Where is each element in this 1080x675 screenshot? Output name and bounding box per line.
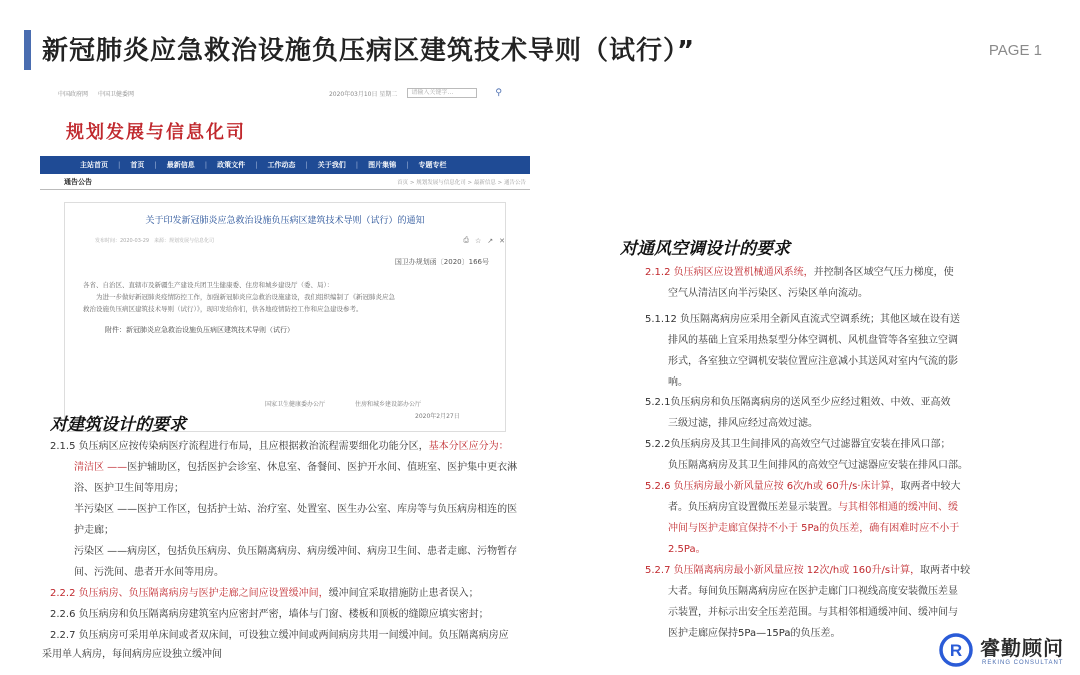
hvac-line: 5.2.2负压病房及其卫生间排风的高效空气过滤器宜安装在排风口部； — [645, 439, 951, 450]
building-line: 2.2.6 负压病房和负压隔离病房建筑室内应密封严密，墙体与门窗、楼板和顶板的缝隙应填实密封； — [50, 609, 489, 620]
hvac-line: 2.1.2 负压病区应设置机械通风系统，并控制各区域空气压力梯度，使 — [645, 267, 954, 278]
webpage-screenshot — [40, 86, 530, 420]
building-line: 污染区 ——病房区，包括负压病房、负压隔离病房、病房缓冲间、病房卫生间、患者走廊、污物暂存 — [74, 546, 518, 557]
logo-name-en: REKING CONSULTANT — [982, 660, 1064, 666]
web-body-line: 各省、自治区、直辖市及新疆生产建设兵团卫生健康委、住房和城乡建设厅（委、局）： — [83, 281, 334, 289]
company-logo — [938, 632, 1068, 670]
hvac-line: 5.1.12 负压隔离病房应采用全新风直流式空调系统；其他区域在设有送 — [645, 314, 960, 325]
building-line: 护走廊； — [74, 525, 114, 536]
building-line: 2.1.5 负压病区应按传染病医疗流程进行布局，且应根据救治流程需要细化功能分区，基本分区应分为： — [50, 441, 509, 452]
hvac-line: 5.2.7 负压隔离病房最小新风量应按 12次/h或 160升/s计算，取两者中较 — [645, 565, 971, 576]
web-doc-title: 关于印发新冠肺炎应急救治设施负压病区建筑技术导则（试行）的通知 — [145, 216, 425, 226]
web-nav-item[interactable]: 政策文件 — [217, 161, 246, 169]
svg-text:R: R — [949, 641, 963, 660]
web-top-link[interactable]: 中国卫健委网 — [98, 90, 135, 98]
building-line: 清洁区 ——医护辅助区，包括医护会诊室、休息室、备餐间、医护开水间、值班室、医护集中更衣淋 — [74, 462, 518, 473]
hvac-line: 冲间与医护走廊宜保持不小于 5Pa的负压差，确有困难时应不小于 — [668, 523, 960, 534]
web-article — [64, 202, 506, 432]
building-line: 浴、医护卫生间等用房； — [74, 483, 184, 494]
building-line: 2.2.2 负压病房、负压隔离病房与医护走廊之间应设置缓冲间，缓冲间宜采取措施防止患者误入； — [50, 588, 479, 599]
web-body-line: 为进一步做好新冠肺炎疫情防控工作，加强新冠肺炎应急救治设施建设，我们组织编制了《新冠肺炎应急 — [83, 293, 395, 301]
web-nav-item[interactable]: 最新信息 — [166, 161, 195, 169]
hvac-line: 2.5Pa。 — [668, 544, 706, 555]
page-number: PAGE 1 — [988, 42, 1042, 59]
web-attachment-link[interactable]: 附件：新冠肺炎应急救治设施负压病区建筑技术导则（试行） — [105, 326, 294, 334]
hvac-line: 排风的基础上宜采用热泵型分体空调机、风机盘管等各室独立空调 — [668, 335, 958, 346]
building-line: 间、污洗间、患者开水间等用房。 — [74, 567, 224, 578]
title-accent-bar — [24, 30, 31, 70]
hvac-line: 响。 — [668, 377, 688, 388]
hvac-heading: 对通风空调设计的要求 — [620, 239, 790, 259]
building-line: 半污染区 ——医护工作区，包括护士站、治疗室、处置室、医生办公室、库房等与负压病房相连的医 — [74, 504, 518, 515]
web-nav-item[interactable]: 专题专栏 — [418, 161, 447, 169]
web-date: 2020年03月10日 星期二 — [328, 90, 398, 98]
hvac-line: 示装置，并标示出安全压差范围。与其相邻相通缓冲间、缓冲间与 — [668, 607, 958, 618]
web-section-label: 通告公告 — [64, 177, 92, 186]
web-body-line: 救治设施负压病区建筑技术导则（试行）》，现印发给你们，供各地疫情防控工作和应急建设参考。 — [83, 305, 363, 313]
web-nav-bar: 主站首页 | 首页 | 最新信息 | 政策文件 | 工作动态 | 关于我们 | 图片集锦 | 专题专栏 — [40, 156, 530, 174]
web-nav-item[interactable]: 图片集锦 — [368, 161, 397, 169]
web-section-row — [40, 174, 530, 190]
building-heading: 对建筑设计的要求 — [50, 415, 186, 435]
building-line: 采用单人病房，每间病房应设独立缓冲间 — [42, 649, 222, 660]
slide-title: 新冠肺炎应急救治设施负压病区建筑技术导则（试行）” — [42, 36, 696, 66]
web-nav-item[interactable]: 首页 — [130, 161, 145, 169]
hvac-line: 三级过滤，排风应经过高效过滤。 — [668, 418, 818, 429]
web-nav-item[interactable]: 关于我们 — [317, 161, 346, 169]
web-search-input[interactable]: 请输入关键字… — [407, 88, 477, 98]
web-top-bar — [40, 86, 530, 100]
hvac-line: 者。负压病房宜设置微压差显示装置。与其相邻相通的缓冲间、缓 — [668, 502, 958, 513]
favorite-icon[interactable]: ☆ — [474, 236, 482, 245]
web-nav-item[interactable]: 工作动态 — [267, 161, 296, 169]
web-doc-number: 国卫办规划函〔2020〕166号 — [394, 258, 489, 266]
web-signatories — [265, 399, 421, 408]
search-icon[interactable]: ⚲ — [495, 88, 502, 98]
web-doc-meta — [65, 236, 505, 245]
hvac-line: 负压隔离病房及其卫生间排风的高效空气过滤器应安装在排风口部。 — [668, 460, 968, 471]
hvac-line: 5.2.6 负压病房最小新风量应按 6次/h或 60升/s·床计算，取两者中较大 — [645, 481, 961, 492]
web-top-link[interactable]: 中国政府网 — [58, 90, 89, 98]
hvac-line: 5.2.1负压病房和负压隔离病房的送风至少应经过粗效、中效、亚高效 — [645, 397, 951, 408]
hvac-line: 形式，各室独立空调机安装位置应注意减小其送风对室内气流的影 — [668, 356, 958, 367]
web-doc-meta-text: 发布时间：2020-03-29 来源：规划发展与信息化司 — [95, 238, 215, 244]
web-doc-body — [83, 279, 487, 315]
close-icon[interactable]: ✕ — [499, 236, 505, 245]
reking-logo-icon — [938, 632, 974, 668]
logo-name-cn: 睿勤顾问 — [980, 636, 1064, 660]
hvac-line: 大者。每间负压隔离病房应在医护走廊门口视线高度安装微压差显 — [668, 586, 958, 597]
web-signatory: 住房和城乡建设部办公厅 — [355, 401, 422, 408]
hvac-line: 空气从清洁区向半污染区、污染区单向流动。 — [668, 288, 868, 299]
web-nav-item[interactable]: 主站首页 — [80, 161, 108, 169]
share-icon[interactable]: ↗ — [487, 236, 494, 245]
building-line: 2.2.7 负压病房可采用单床间或者双床间，可设独立缓冲间或两间病房共用一间缓冲间。负压隔离病房应 — [50, 630, 509, 641]
web-signatory: 国家卫生健康委办公厅 — [265, 401, 326, 408]
web-sign-date: 2020年2月27日 — [415, 413, 460, 420]
web-department-title: 规划发展与信息化司 — [66, 122, 246, 143]
print-icon[interactable]: ⎙ — [463, 236, 469, 244]
hvac-line: 医护走廊应保持5Pa—15Pa的负压差。 — [668, 628, 841, 639]
breadcrumb[interactable]: 首页 > 规划发展与信息化司 > 最新信息 > 通告公告 — [397, 179, 526, 186]
